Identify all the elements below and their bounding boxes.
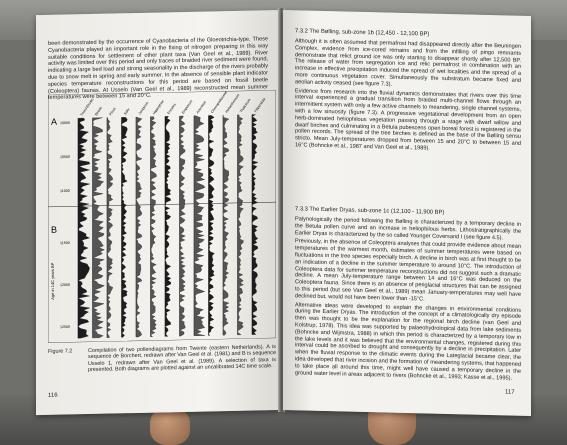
pollen-curve xyxy=(107,118,113,338)
page-number-right: 117 xyxy=(505,389,515,396)
pollen-diagram-figure xyxy=(48,90,276,343)
figure-caption xyxy=(48,344,276,374)
figure-caption-text: Compilation of two pollendiagrams from Twente (eastern Netherlands). A is sequence de Borchert, redrawn after Van Geel et al. (1981) and B is sequence Usselo 1, redrawn after Van Geel et al. (1989). A selection of taxa is presented. Both diagrams are plotted against an uncalibrated 14C time scale. xyxy=(88,344,276,374)
y-tick-label: 11000 xyxy=(60,188,70,194)
dryas-paragraph-3: Alternative ideas were developed to explain the changes in environmental conditions during the Earlier Dryas. The introduction of the concept of a climatologically dry episode then was thought to be the explanation for the regional birch decline (van Geel and Kolstrup, 1978). This idea was supported by palaeohydrological data from lake sediments (Bohncke and Wijmstra, 1988) in which this period is characterized by a temporary low in the lake levels and it was believed that the environmental changes, registered during this interval could be ascribed to drought and consequently by a decline in precipitation. Later when the fluvial response to the climatic events during the Lateglacial became clear, the idea developed that river incision and the formation of meandering systems, that happened to take place all around this time, might well have caused a temporary decline in the ground water level in areas adjacent to rivers (Bohncke et al., 1993; Kasse et al., 1995). xyxy=(295,301,521,382)
dryas-paragraph-2: Previously, in the absence of Coleoptera analyses that could provide evidence about mean temperatures of the warmest month, estimates of summer temperatures were based on fluctuations in the tree species especially birch. A decline in birch was at first thought to be an indication of a decline in the summer temperature to around 10°C. The introduction of Coleoptera data for summer temperature reconstructions did not suggest such a dramatic decline. A mean July-temperature range between 14 and 16°C was deduced on the Coleoptera fauna. Since there is an absence of periglacial structures that can be assigned to this period (but see Van Geel et al., 1989) mean January-temperatures may well have declined but, would not have been lower than -15°C. xyxy=(295,238,521,303)
bolling-paragraph-2: Evidence from research into the fluvial dynamics demonstrates that rivers over this time interval experienced a gradual transition from braided multi-channel flows through an intermittent system with only a few active channels to meandering, single channel systems, with a low sinuosity (figure 7.3). A progressive vegetational development from an open herb-dominated heliophilous vegetation passing through a stage with dwarf willow and dwarf birches and culminating in a Betula pubescens open boreal forest is registered in the pollen records. The spread of the tree birches is defined as the base of the Bølling sensu stricto. Mean July-temperatures dropped from between 15 and 20°C to between 15 and 16°C (Bohncke et al., 1987 and Van Geel et al., 1989). xyxy=(295,87,521,152)
y-tick-label: 11500 xyxy=(60,240,70,246)
column-label: Filipendula xyxy=(253,97,267,114)
column-label: Betula xyxy=(94,106,103,117)
column-label: Empetrum xyxy=(181,99,194,115)
column-labels xyxy=(80,90,267,117)
pollen-curve xyxy=(238,115,244,335)
pollen-curve xyxy=(180,116,186,336)
column-label: Hippophae xyxy=(152,99,165,116)
pollen-curve xyxy=(252,114,258,334)
bolling-section-text xyxy=(295,38,521,156)
pollen-curve xyxy=(209,115,215,335)
pollen-curve xyxy=(223,115,229,335)
section-label-b: B xyxy=(51,224,58,235)
column-label: Trees/Shrubs xyxy=(79,97,95,117)
y-tick-label: 12000 xyxy=(60,282,70,288)
pollen-curve xyxy=(165,116,171,336)
section-heading-bolling: 7.3.2 The Bølling, sub-zone 1b (12,450 - 12,100 BP) xyxy=(295,28,430,38)
column-label: Helianthemum xyxy=(224,93,241,114)
column-label: Chenopodiaceae xyxy=(210,90,229,114)
pollen-curve xyxy=(136,117,142,337)
page-number-left: 116 xyxy=(48,392,58,399)
pollen-curves xyxy=(78,114,258,338)
dryas-paragraph-1: Palynologically the period following the Bølling is characterized by a temporary decline in the Betula pollen curve and an increase in heliophilous herbs. Lithostratigraphically the Earlier Dryas is characterized by the so called Younger Coversand I (see figure 4.5). xyxy=(295,216,521,241)
bolling-paragraph-1: Although it is often assumed that permafrost had disappeared directly after the Beuningen Complex, evidence from ice-cored remains and from the infilling of pingo remnants demonstrate that relict ground ice was only starting to disappear shortly after 12,500 BP. The release of water from segregation ice and relic permafrost in combination with an increase in effective precipitation induced the spread of wet localities and the spread of a more continuous vegetation cover. Simultaneously the substratum became fixed and aeolian activity ceased (see figure 7.3). xyxy=(295,38,521,88)
earlier-dryas-section-text xyxy=(295,216,521,384)
column-label: Ericales xyxy=(166,102,177,115)
y-tick-label: 10500 xyxy=(60,154,70,160)
y-axis-label: Age in 14C years BP xyxy=(50,262,55,300)
column-label: Juniperus xyxy=(137,101,150,116)
section-heading-earlier-dryas: 7.3.3 The Earlier Dryas, sub-zone 1c (12,100 - 11,900 BP) xyxy=(295,206,445,216)
y-tick-label: 12500 xyxy=(60,324,70,330)
column-label: Thalictrum xyxy=(239,97,252,114)
section-label-a: A xyxy=(51,116,58,127)
column-label: Pinus xyxy=(108,106,117,117)
left-page xyxy=(36,10,280,415)
column-label: Salix xyxy=(123,107,131,116)
pollen-curve xyxy=(122,117,128,337)
pollen-curve xyxy=(93,118,105,338)
pollen-curve xyxy=(78,118,90,338)
pollen-curve xyxy=(194,116,205,336)
y-axis-ticks xyxy=(60,121,70,329)
column-label: Artemisia xyxy=(195,100,207,115)
y-tick-label: 10000 xyxy=(60,120,70,126)
pollen-curve xyxy=(151,117,157,337)
right-page xyxy=(283,10,531,416)
left-hand xyxy=(150,408,190,445)
figure-label: Figure 7.2 xyxy=(48,348,73,355)
left-page-paragraph: been demonstrated by the occurrence of Cyanobacteria of the Gloeotrichia-type. These Cyanobacteria played an important role in the fixing of nitrogen preparing in this way suitable conditions for settlement of other plant taxa (Van Geel et al., 1989). River activity was limited over this period and only traces of braided river sediment were found, indicating a large bed load and strong seasonality in the discharge of the rivers probably due to snow melt in spring and early summer. In the absence of sensible plant indicator species temperature reconstructions for this period are based on fossil beetle (Coleoptera) faunas. At Usselo (Van Geel et al., 1989) reconstructed mean summer temperatures were between 15 and 20°C. xyxy=(48,36,268,102)
